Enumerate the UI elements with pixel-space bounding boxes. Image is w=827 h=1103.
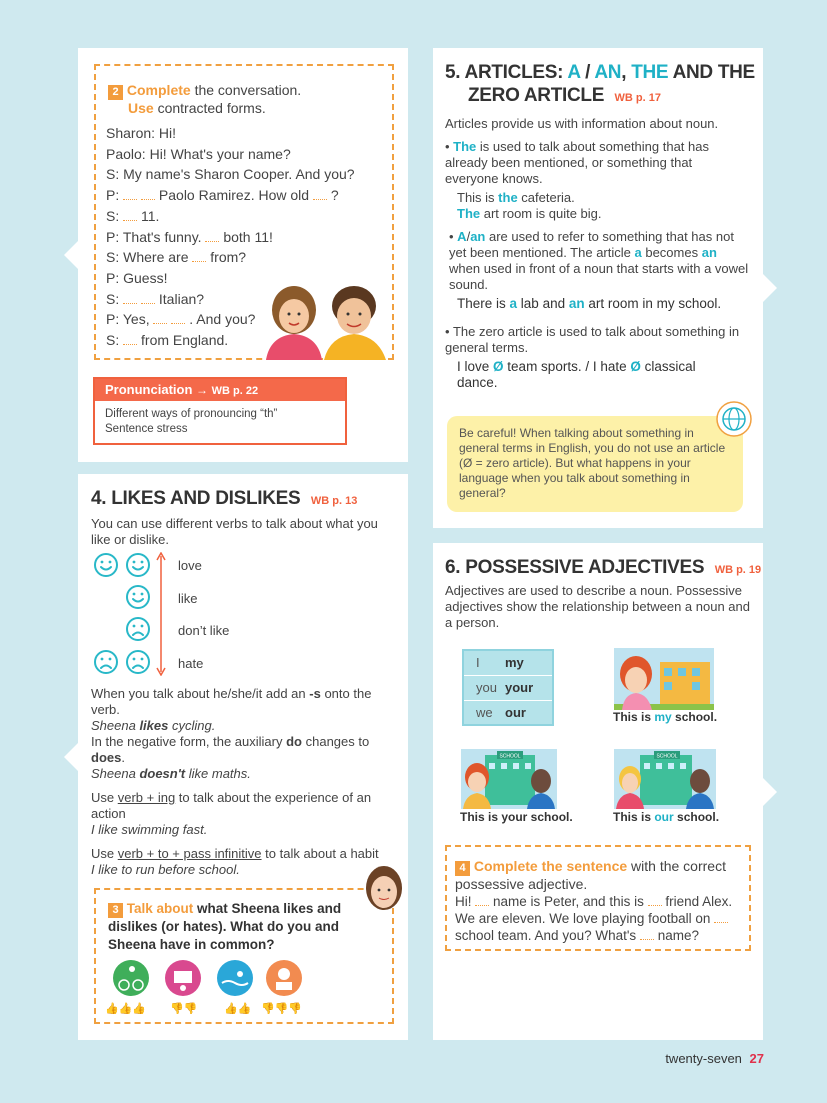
instruction-text: the conversation. [190,82,302,98]
verb-love: love [178,558,202,573]
blank-field[interactable] [171,314,185,324]
arrow-icon: → [196,383,209,397]
workbook-ref: WB p. 17 [614,92,661,104]
sheena-avatar [364,866,404,914]
blank-field[interactable] [640,930,654,940]
pronunciation-item: Sentence stress [105,423,188,435]
blank-field[interactable] [714,913,728,923]
thumbs-down-icon: 👎👎👎 [261,1003,303,1015]
svg-text:SCHOOL: SCHOOL [499,753,521,760]
be-careful-note: Be careful! When talking about something in general terms in English, you do not use an article (Ø = zero article). But what happens in your language when you talk about something in general? [447,416,743,512]
section-title: 4. LIKES AND DISLIKES [91,488,301,509]
blank-field[interactable] [648,896,662,906]
conversation-line: S: Italian? [106,290,205,307]
conversation-line: Sharon: Hi! [106,125,177,141]
conversation-line: P: That's funny. both 11! [106,228,273,245]
caption-your-school: This is your school. [460,810,573,824]
example-the: This is the cafeteria. The art room is quite big. [457,190,602,221]
thumbs-up-icon: 👍👍 [224,1003,252,1015]
blank-field[interactable] [123,211,137,221]
verb-hate: hate [178,656,204,671]
blank-field[interactable] [205,232,219,242]
card-possessive [433,543,763,1040]
blank-field[interactable] [141,294,155,304]
conversation-line: P: Yes, . And you? [106,311,256,328]
kids-illustration [256,280,394,360]
exercise-number: 3 [108,903,123,918]
grammar-notes: When you talk about he/she/it add an -s onto the verb. Sheena likes cycling. In the negative form, the auxiliary do changes to does. Sheena doesn't like maths. Use verb + ing to talk about the experience of an action I like swimming fast. Use verb + to + pass infinitive to talk about a habit I like to run before school. [91,686,379,877]
blank-field[interactable] [123,335,137,345]
verb-like: like [178,591,198,606]
pronunciation-box [93,377,347,445]
card-exercise-2 [78,48,408,462]
caption-my-school: This is my school. [613,710,718,724]
possessive-table [462,649,554,726]
blank-field[interactable] [123,190,137,200]
instruction-verb: Complete the sentence [473,858,628,874]
computer-icon [164,959,202,997]
school-illustration-my [614,648,714,710]
blank-field[interactable] [141,190,155,200]
card-articles [433,48,763,528]
example-a-an: There is a lab and an art room in my school. [457,296,722,311]
exercise-4-text: Hi! name is Peter, and this is friend Alex. We are eleven. We love playing football on school team. And you? What's name? [455,894,733,943]
pronunciation-item: Different ways of pronouncing “th” [105,408,278,420]
thumbs-up-icon: 👍👍👍 [105,1003,147,1015]
svg-text:SCHOOL: SCHOOL [656,753,678,760]
verb-dont-like: don’t like [178,623,230,638]
section-title-2: ZERO ARTICLE [468,85,605,106]
conversation-line: S: 11. [106,207,160,224]
rule-a-an: • A/an are used to refer to something that has not yet been mentioned. The article a becomes an when used in front of a noun that starts with a vowel sound. [449,229,749,292]
workbook-ref: WB p. 19 [714,564,762,576]
instruction-verb-2: Use [128,100,154,116]
conversation-line: P: Guess! [106,269,168,286]
happy-face-icon [125,552,151,578]
rule-the: • The is used to talk about something that has already been mentioned, or something that everyone knows. [445,139,709,186]
conversation-line: Paolo: Hi! What's your name? [106,145,291,162]
maths-icon [265,959,303,997]
instruction-verb: Complete [126,82,191,98]
blank-field[interactable] [313,190,327,200]
workbook-ref: WB p. 22 [211,385,259,397]
example-zero: I love Ø team sports. / I hate Ø classical dance. [457,359,696,390]
exercise-number: 4 [455,861,470,876]
school-illustration-your [461,749,557,809]
swimming-icon [216,959,254,997]
section-intro: You can use different verbs to talk about what you like or dislike. [91,516,378,547]
sad-face-icon [93,649,119,675]
conversation-line: P: Paolo Ramirez. How old ? [106,187,339,204]
blank-field[interactable] [475,896,489,906]
page-number: 27 [749,1051,764,1066]
instruction-text-2: contracted forms. [153,100,266,116]
blank-field[interactable] [123,294,137,304]
table-row: we our [476,704,526,720]
globe-icon [716,401,752,437]
rule-zero: • The zero article is used to talk about something in general terms. [445,324,740,355]
pronunciation-title: Pronunciation [105,382,193,397]
table-row: you your [463,675,553,700]
happy-face-icon [93,552,119,578]
happy-face-icon [125,584,151,610]
instruction-verb: Talk about [126,901,194,916]
page-footer [665,1051,764,1066]
conversation-line: S: My name's Sharon Cooper. And you? [106,166,355,183]
caption-our-school: This is our school. [613,810,720,824]
exercise-number: 2 [108,85,123,100]
blank-field[interactable] [192,252,206,262]
section-title: 6. POSSESSIVE ADJECTIVES [445,557,705,578]
page-number-word: twenty-seven [665,1051,742,1066]
scale-arrow-icon [156,552,166,676]
card-likes-dislikes [78,474,408,1040]
instruction-text: with the correct possessive adjective. [455,858,726,892]
conversation-line: S: Where are from? [106,249,247,266]
section-intro: Articles provide us with information about noun. [445,116,719,131]
blank-field[interactable] [153,314,167,324]
sad-face-icon [125,616,151,642]
thumbs-down-icon: 👎👎 [170,1003,198,1015]
table-row: I my [463,650,553,675]
section-intro: Adjectives are used to describe a noun. Possessive adjectives show the relationship between a noun and a person. [445,583,750,630]
workbook-ref: WB p. 13 [310,495,358,507]
school-illustration-our [614,749,716,809]
sad-face-icon [125,649,151,675]
cycling-icon [112,959,150,997]
conversation-line: S: from England. [106,332,229,349]
section-title: 5. ARTICLES: A / AN, THE AND THE [445,62,755,83]
instruction-text: what Sheena likes and dislikes (or hates). What do you and Sheena have in common? [108,901,342,952]
